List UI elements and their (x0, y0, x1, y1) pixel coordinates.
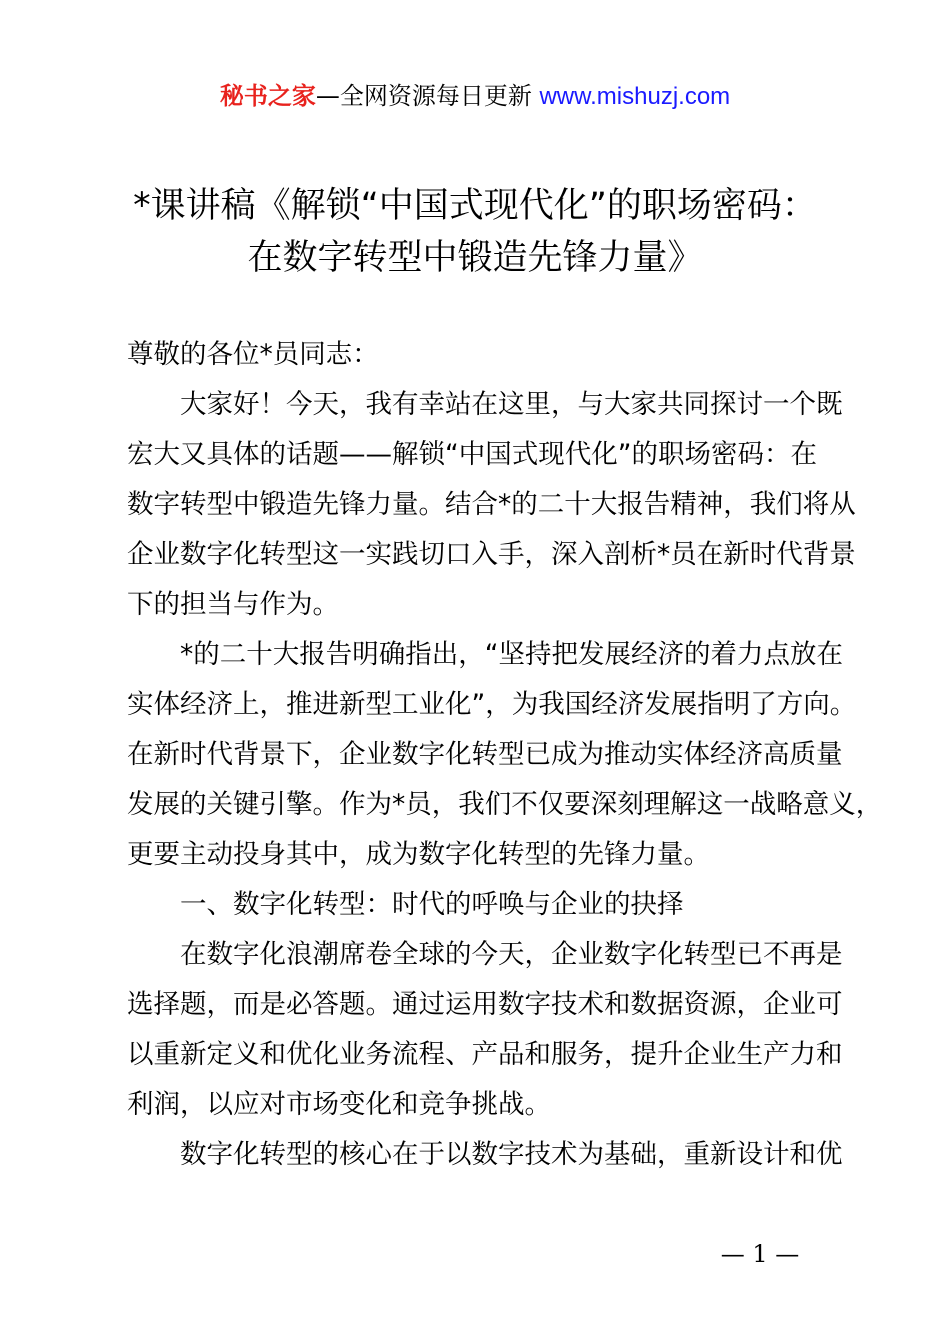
body-line: 数字转型中锻造先锋力量。结合*的二十大报告精神，我们将从 (127, 489, 856, 520)
body-line: 更要主动投身其中，成为数字化转型的先锋力量。 (127, 839, 710, 870)
document-title-line-2: 在数字转型中锻造先锋力量》 (247, 238, 703, 278)
body-line: 在新时代背景下，企业数字化转型已成为推动实体经济高质量 (127, 739, 843, 770)
body-line: *的二十大报告明确指出，“坚持把发展经济的着力点放在 (127, 639, 843, 670)
body-line: 数字化转型的核心在于以数字技术为基础，重新设计和优 (127, 1139, 843, 1170)
document-title-line-1: *课讲稿《解锁“中国式现代化”的职场密码： (133, 186, 817, 226)
body-line: 选择题，而是必答题。通过运用数字技术和数据资源，企业可 (127, 989, 843, 1020)
body-line: 实体经济上，推进新型工业化”，为我国经济发展指明了方向。 (127, 689, 857, 720)
site-brand: 秘书之家 (219, 82, 316, 110)
body-line: 大家好！今天，我有幸站在这里，与大家共同探讨一个既 (127, 389, 843, 420)
body-line: 企业数字化转型这一实践切口入手，深入剖析*员在新时代背景 (127, 539, 856, 570)
body-line: 尊敬的各位*员同志： (127, 339, 379, 370)
body-line: 在数字化浪潮席卷全球的今天，企业数字化转型已不再是 (127, 939, 843, 970)
body-line: 以重新定义和优化业务流程、产品和服务，提升企业生产力和 (127, 1039, 843, 1070)
body-line: 发展的关键引擎。作为*员，我们不仅要深刻理解这一战略意义， (127, 789, 883, 820)
body-line: 宏大又具体的话题——解锁“中国式现代化”的职场密码：在 (127, 439, 817, 470)
body-line: 利润，以应对市场变化和竞争挑战。 (127, 1089, 551, 1120)
site-tagline: —全网资源每日更新 (315, 82, 540, 110)
section-heading: 一、数字化转型：时代的呼唤与企业的抉择 (127, 889, 684, 920)
site-url-link[interactable]: www.mishuzj.com (539, 83, 731, 110)
page-number: — 1 — (720, 1240, 800, 1268)
site-header (0, 78, 950, 115)
body-line: 下的担当与作为。 (127, 589, 339, 620)
